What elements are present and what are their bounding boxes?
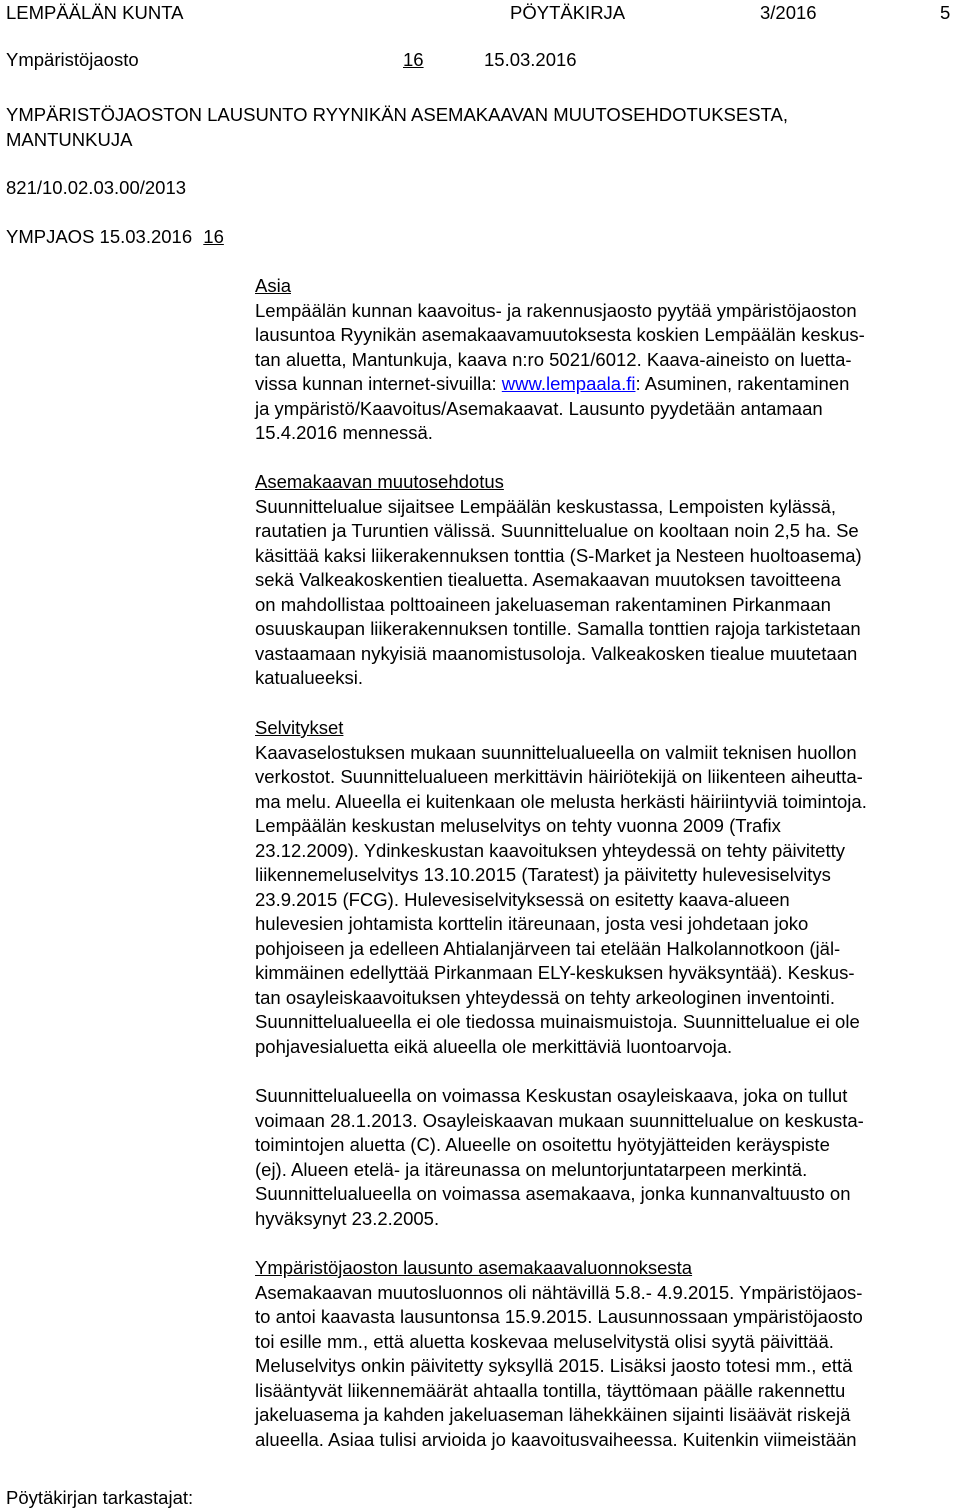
paragraph-line: tan aluetta, Mantunkuja, kaava n:ro 5021/6012. Kaava-aineisto on luetta- [255, 348, 852, 370]
paragraph-line: ja ympäristö/Kaavoitus/Asemakaavat. Lausunto pyydetään antamaan [255, 397, 823, 419]
decision-number: 16 [203, 226, 224, 247]
paragraph-line: hyväksynyt 23.2.2005. [255, 1207, 440, 1229]
paragraph-line: (ej). Alueen etelä- ja itäreunassa on meluntorjuntatarpeen merkintä. [255, 1158, 808, 1180]
document-number: 3/2016 [760, 2, 817, 23]
paragraph-line: Suunnittelualue sijaitsee Lempäälän keskustassa, Lempoisten kylässä, [255, 495, 837, 517]
paragraph-line: vastaamaan nykyisiä maanomistusoloja. Valkeakosken tiealue muutetaan [255, 642, 858, 664]
meeting-date: 15.03.2016 [484, 49, 577, 70]
paragraph-line: alueella. Asiaa tulisi arvioida jo kaavoitusvaiheessa. Kuitenkin viimeistään [255, 1428, 857, 1450]
section-heading-asia: Asia [255, 275, 291, 296]
decision-reference [6, 225, 224, 250]
paragraph-line: käsittää kaksi liikerakennuksen tonttia (S-Market ja Nesteen huoltoasema) [255, 544, 862, 566]
paragraph-text: : Asuminen, rakentaminen [635, 373, 850, 394]
paragraph-line: ma melu. Alueella ei kuitenkaan ole melusta herkästi häiriintyviä toimintoja. [255, 790, 867, 812]
section-heading-selvitykset: Selvitykset [255, 717, 344, 738]
page-title: YMPÄRISTÖJAOSTON LAUSUNTO RYYNIKÄN ASEMAKAAVAN MUUTOSEHDOTUKSESTA, [6, 104, 788, 125]
section-selvitykset [255, 716, 955, 1059]
paragraph-line: lisääntyvät liikennemäärät ahtaalla tontilla, täyttömaan päälle rakennettu [255, 1379, 846, 1401]
paragraph-line: pohjavesialuetta eikä alueella ole merkittäviä luontoarvoja. [255, 1035, 733, 1057]
paragraph-line: toimintojen aluetta (C). Alueelle on osoitettu hyötyjätteiden keräyspiste [255, 1134, 830, 1155]
decision-label: YMPJAOS 15.03.2016 [6, 226, 193, 247]
paragraph-line: verkostot. Suunnittelualueen merkittävin häiriötekijä on liikenteen aiheutta- [255, 766, 863, 787]
paragraph-text: vissa kunnan internet-sivuilla: [255, 373, 502, 394]
paragraph-line: pohjoiseen ja edelleen Ahtialanjärveen tai etelään Halkolannotkoon (jäl- [255, 937, 841, 959]
section-asia [255, 274, 955, 446]
paragraph-line: tan osayleiskaavoituksen yhteydessä on tehty arkeologinen inventointi. [255, 986, 836, 1008]
page-number: 5 [940, 2, 951, 23]
committee-name: Ympäristöjaosto [6, 49, 139, 70]
paragraph-line: to antoi kaavasta lausuntonsa 15.9.2015. Lausunnossaan ympäristöjaosto [255, 1306, 863, 1327]
paragraph-line: jakeluasema ja kahden jakeluaseman lähekkäinen sijainti lisäävät riskejä [255, 1404, 851, 1425]
section-number: 16 [403, 49, 424, 70]
paragraph-line-with-link [255, 372, 955, 397]
paragraph-line: Kaavaselostuksen mukaan suunnittelualueella on valmiit teknisen huollon [255, 741, 857, 763]
paragraph-line: Lempäälän keskustan meluselvitys on tehty vuonna 2009 (Trafix [255, 815, 781, 836]
paragraph-line: hulevesien johtamista korttelin itäreunaan, josta vesi johdetaan joko [255, 913, 809, 934]
paragraph-line: sekä Valkeakoskentien tiealuetta. Asemakaavan muutoksen tavoitteena [255, 569, 841, 590]
paragraph-line: rautatien ja Turuntien välissä. Suunnittelualue on kooltaan noin 2,5 ha. Se [255, 520, 859, 541]
organization-name: LEMPÄÄLÄN KUNTA [6, 2, 184, 23]
paragraph-line: Suunnittelualueella on voimassa asemakaava, jonka kunnanvaltuusto on [255, 1183, 851, 1204]
paragraph-line: on mahdollistaa polttoaineen jakeluaseman rakentaminen Pirkanmaan [255, 593, 831, 615]
paragraph-line: 23.12.2009). Ydinkeskustan kaavoituksen yhteydessä on tehty päivitetty [255, 839, 845, 861]
paragraph-line: voimaan 28.1.2013. Osayleiskaavan mukaan suunnittelualue on keskusta- [255, 1109, 864, 1131]
paragraph-line: 15.4.2016 mennessä. [255, 422, 433, 443]
paragraph-line: Lempäälän kunnan kaavoitus- ja rakennusjaosto pyytää ympäristöjaoston [255, 299, 857, 321]
paragraph-line: katualueeksi. [255, 667, 363, 688]
section-luonnoslausunto [255, 1256, 955, 1452]
paragraph-line: osuuskaupan liikerakennuksen tontille. Samalla tonttien rajoja tarkistetaan [255, 618, 861, 639]
reference-number: 821/10.02.03.00/2013 [6, 177, 187, 198]
reviewers-label: Pöytäkirjan tarkastajat: [6, 1487, 194, 1508]
section-muutosehdotus [255, 470, 955, 691]
paragraph-line: Meluselvitys onkin päivitetty syksyllä 2015. Lisäksi jaosto totesi mm., että [255, 1355, 853, 1376]
page-title-continuation: MANTUNKUJA [6, 129, 133, 150]
paragraph-line: 23.9.2015 (FCG). Hulevesiselvityksessä on esitetty kaava-alueen [255, 888, 790, 910]
paragraph-line: Suunnittelualueella on voimassa Keskustan osayleiskaava, joka on tullut [255, 1085, 848, 1106]
paragraph-line: liikennemeluselvitys 13.10.2015 (Taratest) ja päivitetty hulevesiselvitys [255, 864, 831, 885]
section-heading-muutosehdotus: Asemakaavan muutosehdotus [255, 471, 504, 492]
website-link[interactable]: www.lempaala.fi [501, 373, 636, 394]
section-heading-luonnoslausunto: Ympäristöjaoston lausunto asemakaavaluonnoksesta [255, 1257, 693, 1278]
paragraph-line: Asemakaavan muutosluonnos oli nähtävillä 5.8.- 4.9.2015. Ympäristöjaos- [255, 1281, 863, 1303]
paragraph-line: kimmäinen edellyttää Pirkanmaan ELY-keskuksen hyväksyntää). Keskus- [255, 962, 855, 983]
paragraph-line: Suunnittelualueella ei ole tiedossa muinaismuistoja. Suunnittelualue ei ole [255, 1011, 860, 1032]
document-type: PÖYTÄKIRJA [510, 2, 626, 23]
paragraph-line: lausuntoa Ryynikän asemakaavamuutoksesta koskien Lempäälän keskus- [255, 324, 865, 345]
section-kaavatilanne [255, 1084, 955, 1231]
paragraph-line: toi esille mm., että aluetta koskevaa meluselvitystä olisi syytä päivittää. [255, 1330, 834, 1352]
